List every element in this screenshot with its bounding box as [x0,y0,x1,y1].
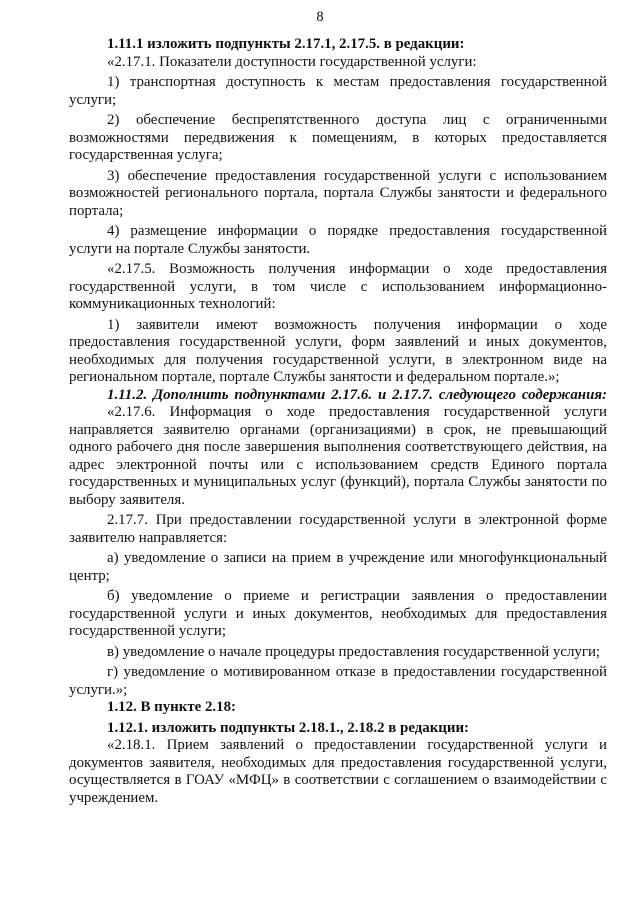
paragraph-2-17-7: 2.17.7. При предоставлении государственной услуги в электронной форме заявителю направляется: [69,512,607,546]
paragraph-item-v: в) уведомление о начале процедуры предоставления государственной услуги; [107,643,601,660]
paragraph-2-18-1: «2.18.1. Прием заявлений о предоставлении государственной услуги и документов заявителя, необходимых для предоставления государственной услуги, осуществляется в ГОАУ «МФЦ» в соответствии с соглашением о взаимодействии с учреждением. [69,737,607,806]
paragraph-item-1: 1) транспортная доступность к местам предоставления государственной услуги; [69,74,607,108]
document-body [69,33,607,807]
paragraph-2-17-6: «2.17.6. Информация о ходе предоставления государственной услуги направляется заявителю органами (организациями) в срок, не превышающий одного рабочего дня после завершения выполнения соответствующего действия, на адрес электронной почты или с использованием средств Единого портала государственных и муниципальных услуг (функций), портала Службы занятости по выбору заявителя. [69,404,607,508]
paragraph-heading-1-11-1: 1.11.1 изложить подпункты 2.17.1, 2.17.5. в редакции: [107,36,465,52]
paragraph-2-17-5: «2.17.5. Возможность получения информации о ходе предоставления государственной услуги, в том числе с использованием информационно-коммуникационных технологий: [69,261,607,312]
paragraph-heading-1-12: 1.12. В пункте 2.18: [107,699,237,715]
paragraph-item-g: г) уведомление о мотивированном отказе в предоставлении государственной услуги.»; [69,664,607,698]
paragraph-item-2: 2) обеспечение беспрепятственного доступа лиц с ограниченными возможностями передвижения к помещениям, в которых предоставляется государственная услуга; [69,112,607,163]
paragraph-heading-1-12-1: 1.12.1. изложить подпункты 2.18.1., 2.18.2 в редакции: [107,719,469,736]
paragraph-item-3: 3) обеспечение предоставления государственной услуги с использованием возможностей регионального портала, портала Службы занятости и федерального портала; [69,167,607,219]
paragraph-2-17-1: «2.17.1. Показатели доступности государственной услуги: [107,53,477,70]
paragraph-heading-1-11-2: 1.11.2. Дополнить подпунктами 2.17.6. и 2.17.7. следующего содержания: [107,386,607,403]
paragraph-2-17-5-item-1: 1) заявители имеют возможность получения информации о ходе предоставления государственной услуги, форм заявлений и иных документов, необходимых для получения государственной услуги, в электронном виде на региональном портале, портале Службы занятости и федеральном портале.»; [69,316,607,385]
page-number: 8 [316,9,324,25]
paragraph-item-a: а) уведомление о записи на прием в учреждение или многофункциональный центр; [69,550,607,584]
paragraph-item-4: 4) размещение информации о порядке предоставления государственной услуги на портале Службы занятости. [69,223,607,257]
paragraph-item-b: б) уведомление о приеме и регистрации заявления о предоставлении государственной услуги и иных документов, необходимых для предоставления государственной услуги; [69,588,607,639]
